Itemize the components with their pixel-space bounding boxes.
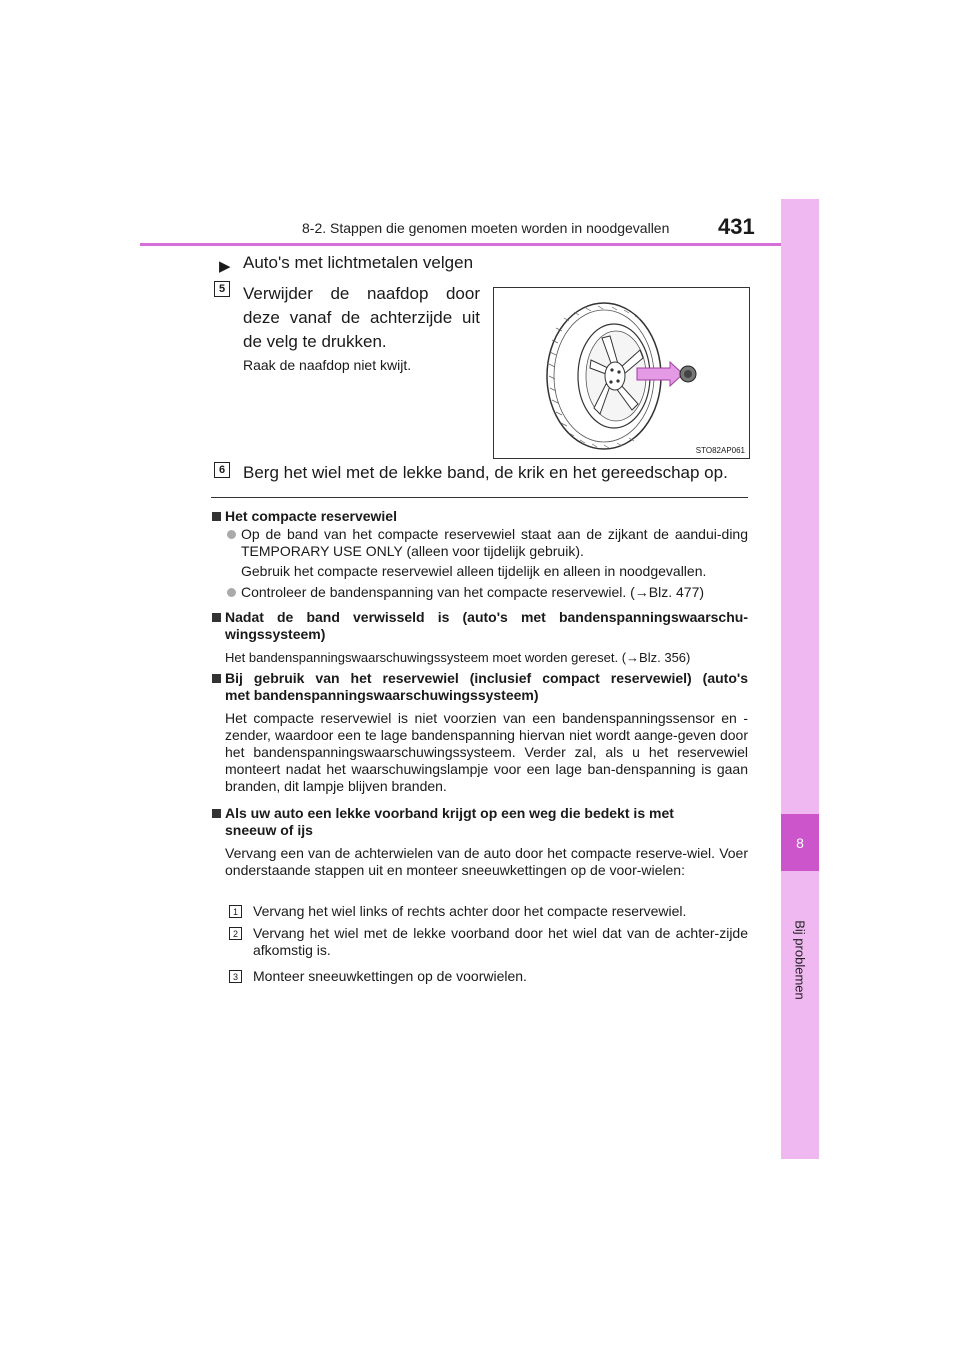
header-rule (140, 243, 792, 246)
note-title: sneeuw of ijs (225, 822, 313, 838)
step-text: Berg het wiel met de lekke band, de krik en het gereedschap op. (243, 463, 728, 482)
round-bullet-icon (227, 530, 236, 539)
step-number-box: 6 (214, 462, 230, 478)
note-title: wingssysteem) (225, 626, 326, 642)
section-divider (211, 497, 748, 498)
wheel-illustration (493, 287, 750, 459)
note-title: met bandenspanningswaarschuwingssysteem) (225, 687, 539, 703)
note-title: Het compacte reservewiel (225, 508, 397, 524)
triangle-bullet-icon: ▶ (219, 258, 231, 275)
substep-number-box: 2 (229, 927, 242, 940)
page-number: 431 (718, 214, 755, 239)
chapter-title: Bij problemen (792, 920, 808, 1000)
sub-heading: Auto's met lichtmetalen velgen (243, 253, 474, 272)
note-bullet-text: Controleer de bandenspanning van het compacte reservewiel. (→Blz. 477) (241, 584, 705, 600)
note-body: Het bandenspanningswaarschuwingssysteem moet worden gereset. (→Blz. 356) (225, 650, 691, 665)
substep-number-box: 1 (229, 905, 242, 918)
substep-number-box: 3 (229, 970, 242, 983)
chapter-side-tab (781, 199, 819, 1159)
chapter-number-tab: 8 (781, 814, 819, 871)
note-body: Het compacte reservewiel is niet voorzien van een bandenspanningssensor en -zender, waardoor een te lage bandenspanning hiervan niet wordt aange-geven door het bandenspanningswaarschuwingssysteem. Verder zal, als u het reservewiel monteert nadat het waarschuwingslampje voor een lage ban-denspanning is gaan branden, dit lampje blijven branden. (225, 710, 748, 794)
wheel-hubcap-icon (494, 288, 749, 458)
step-text: Verwijder de naafdop door deze vanaf de achterzijde uit de velg te drukken. (243, 284, 480, 351)
note-bullet-text: Op de band van het compacte reservewiel staat aan de zijkant de aandui-ding TEMPORARY USE ONLY (alleen voor tijdelijk gebruik). (241, 526, 748, 559)
section-title: 8-2. Stappen die genomen moeten worden in noodgevallen (302, 220, 670, 236)
figure-code: STO82AP061 (695, 446, 745, 455)
note-title: Bij gebruik van het reservewiel (inclusief compact reservewiel) (auto's (225, 670, 748, 686)
square-bullet-icon (212, 809, 221, 818)
step-note: Raak de naafdop niet kwijt. (243, 357, 412, 373)
square-bullet-icon (212, 512, 221, 521)
note-title: Nadat de band verwisseld is (auto's met bandenspanningswaarschu- (225, 609, 748, 625)
substep-text: Vervang het wiel met de lekke voorband door het wiel dat van de achter-zijde afkomstig is. (253, 925, 748, 958)
note-body: Vervang een van de achterwielen van de auto door het compacte reserve-wiel. Voer onderstaande stappen uit en monteer sneeuwkettingen op de voor-wielen: (225, 845, 748, 878)
round-bullet-icon (227, 588, 236, 597)
square-bullet-icon (212, 674, 221, 683)
square-bullet-icon (212, 613, 221, 622)
substep-text: Monteer sneeuwkettingen op de voorwielen. (253, 968, 527, 984)
step-number-box: 5 (214, 281, 230, 297)
note-bullet-text: Gebruik het compacte reservewiel alleen tijdelijk en alleen in noodgevallen. (241, 563, 707, 579)
note-title: Als uw auto een lekke voorband krijgt op een weg die bedekt is met (225, 805, 674, 821)
chapter-title-tab (782, 905, 818, 1015)
substep-text: Vervang het wiel links of rechts achter door het compacte reservewiel. (253, 903, 687, 919)
